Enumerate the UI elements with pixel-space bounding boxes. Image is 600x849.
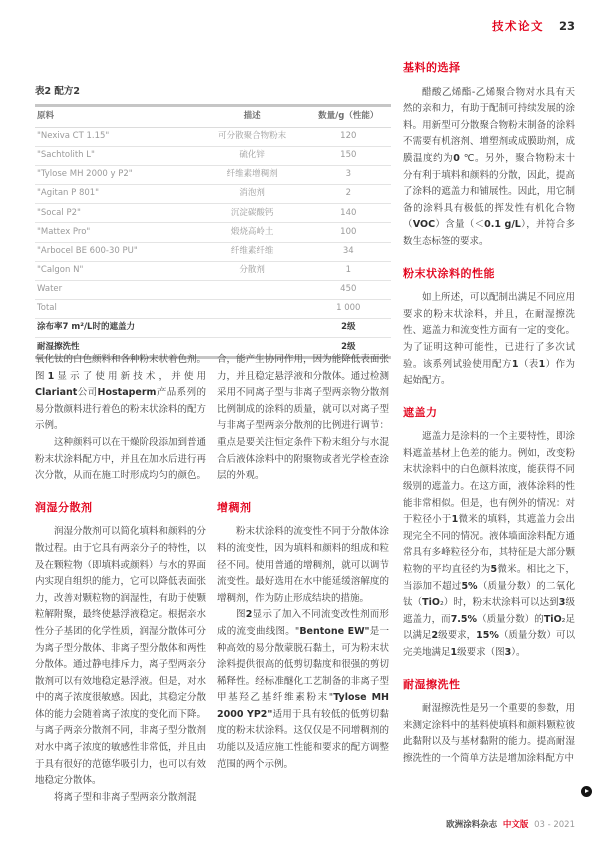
table-cell: 2级 bbox=[341, 341, 356, 352]
table-cell: 140 bbox=[306, 204, 391, 223]
table-cell: 煅烧高岭土 bbox=[199, 223, 306, 242]
table-cell: 涂布率7 m²/L时的遮盖力 bbox=[35, 319, 306, 338]
edition-label: 中文版 bbox=[502, 820, 529, 830]
table-row bbox=[35, 280, 391, 299]
table-cell: 硫化锌 bbox=[199, 146, 306, 165]
page-footer bbox=[446, 818, 575, 830]
table-cell: 3 bbox=[306, 166, 391, 185]
page-header bbox=[492, 18, 575, 34]
journal-name: 欧洲涂料杂志 bbox=[446, 820, 498, 830]
table-cell: 150 bbox=[306, 146, 391, 165]
paragraph: 耐湿擦洗性是另一个重要的参数，用来测定涂料中的基料使填料和颜料颗粒彼此黏附以及与基材黏附的能力。提高耐湿擦洗性的一个简单方法是增加涂料配方中 bbox=[403, 703, 575, 764]
table-cell: 2级 bbox=[306, 319, 391, 338]
table-row bbox=[35, 185, 391, 204]
table-cell: "Calgon N" bbox=[35, 261, 199, 280]
table-cell bbox=[199, 280, 306, 299]
page-number: 23 bbox=[558, 19, 575, 33]
heading-binder-selection: 基料的选择 bbox=[403, 61, 461, 74]
table-row bbox=[35, 127, 391, 146]
table-summary-row bbox=[35, 319, 391, 338]
heading-hiding-power: 遮盖力 bbox=[403, 405, 438, 419]
table-row bbox=[35, 166, 391, 185]
table-cell: "Arbocel BE 600-30 PU" bbox=[35, 242, 199, 261]
heading-powder-performance: 粉末状涂料的性能 bbox=[403, 266, 495, 280]
section-label: 技术论文 bbox=[491, 19, 544, 33]
heading-thickener: 增稠剂 bbox=[217, 500, 252, 514]
table-row bbox=[35, 223, 391, 242]
formula-table bbox=[35, 104, 391, 359]
issue-number: 03 - 2021 bbox=[534, 820, 575, 830]
paragraph: 如上所述，可以配制出满足不同应用要求的粉末状涂料，并且，在耐湿擦洗性、遮盖力和流变性方面有一定的变化。为了证明这种可能性，已进行了多次试验。该系列试验使用配方1（表1）作为起始配方。 bbox=[403, 292, 575, 387]
paragraph: 粉末状涂料的流变性不同于分散体涂料的流变性，因为填料和颜料的组成和粒径不同。使用普通的增稠剂，就可以调节流变性。最好选用在水中能延缓溶解度的增稠剂，作为防止形成结块的措施。 bbox=[217, 526, 389, 604]
formula-table-block bbox=[35, 83, 391, 359]
paragraph: 醋酸乙烯酯-乙烯聚合物对水具有天然的亲和力，有助于配制可持续发展的涂料。用新型可分散聚合物粉末制备的涂料不需要有机溶剂、增塑剂或成膜助剂，成膜温度约为0 ℃。另外，聚合物粉末十分有利于填料和颜料的分散，因此，提高了涂料的遮盖力和铺展性。因此，用它制备的涂料具有极低的挥发性有机化合物（VOC）含量（＜0.1 g/L），并符合多数生态标签的要求。 bbox=[403, 86, 575, 247]
table-row bbox=[35, 146, 391, 165]
table-cell: 纤维素纤维 bbox=[199, 242, 306, 261]
col-header-description: 描述 bbox=[199, 106, 306, 128]
table-cell: 消泡剂 bbox=[199, 185, 306, 204]
table-row bbox=[35, 261, 391, 280]
table-cell: 纤维素增稠剂 bbox=[199, 166, 306, 185]
next-page-arrow-icon bbox=[581, 786, 592, 797]
table-cell: 34 bbox=[306, 242, 391, 261]
table-header bbox=[35, 106, 391, 128]
table-cell: 1 000 bbox=[306, 300, 391, 319]
paragraph: 遮盖力是涂料的一个主要特性，即涂料遮盖基材上色差的能力。例如，改变粉末状涂料中的白色颜料浓度，能获得不同级别的遮盖力。在这方面，液体涂料的性能非常相似。但是，也有例外的情况：对于粒径小于1微米的填料，其遮盖力会出现完全不同的情况。液体墙面涂料配方通常具有多峰粒径分布，其特征是大部分颗粒物的平均直径约为5微米。相比之下，当添加不超过5%（质量分数）的二氧化钛（TiO₂）时，粉末状涂料可以达到3级遮盖力，而7.5%（质量分数）的TiO₂足以满足2级要求，15%（质量分数）可以完美地满足1级要求（图3）。 bbox=[403, 431, 575, 658]
paragraph: 润湿分散剂可以简化填料和颜料的分散过程。由于它具有两亲分子的特性，以及在颗粒物（即填料或颜料）与水的界面内实现自组织的能力，它可以降低表面张力，改善对颗粒物的润湿性，有助于使颗粒解附聚，最终使悬浮液稳定。根据亲水性分子基团的化学性质，润湿分散体可分为离子型分散体、非离子型分散体和两性分散体。通过静电排斥力，离子型两亲分散剂可以有效地稳定悬浮液。但是，对水中的离子浓度很敏感。因此，其稳定分散体的能力会随着离子浓度的变化而下降。与离子两亲分散剂不同，非离子型分散剂对水中离子浓度的敏感性非常低，并且由于具有很好的范德华吸引力，也可以有效地稳定分散体。 bbox=[35, 526, 207, 787]
table-body bbox=[35, 127, 391, 358]
table-cell: 沉淀碳酸钙 bbox=[199, 204, 306, 223]
col-header-quantity: 数量/g（性能） bbox=[306, 106, 391, 128]
table-cell: 2 bbox=[306, 185, 391, 204]
table-cell: "Tylose MH 2000 y P2" bbox=[35, 166, 199, 185]
paragraph: 图2显示了加入不同流变改性剂而形成的流变曲线图。"Bentone EW"是一种高效的易分散蒙脱石黏土，可为粉末状涂料提供很高的低剪切黏度和很强的剪切稀释性。经标准醚化工艺制备的非离子型甲基羟乙基纤维素粉末"Tylose MH 2000 YP2"适用于具有较低的低剪切黏度的粉末状涂料。这仅仅是不同增稠剂的功能以及适应施工性能和要求的配方调整范围的两个示例。 bbox=[217, 609, 390, 770]
table-row bbox=[35, 242, 391, 261]
paragraph: 这种颜料可以在干燥阶段添加到普通粉末状涂料配方中，并且在加水后进行再次分散，从而在施工时形成均匀的颜色。 bbox=[35, 436, 207, 482]
table-cell: "Sachtolith L" bbox=[35, 146, 199, 165]
text-column-left bbox=[35, 352, 206, 806]
table-title: 表2 配方2 bbox=[35, 86, 81, 97]
table-cell: "Agitan P 801" bbox=[35, 185, 199, 204]
table-row bbox=[35, 300, 391, 319]
table-row bbox=[35, 204, 391, 223]
table-cell: 120 bbox=[306, 127, 391, 146]
table-cell: 可分散聚合物粉末 bbox=[199, 127, 306, 146]
table-cell: Total bbox=[35, 300, 199, 319]
text-column-middle bbox=[217, 352, 389, 773]
text-column-right bbox=[403, 60, 575, 768]
heading-wetting-dispersant: 润湿分散剂 bbox=[35, 500, 93, 514]
table-cell: 1 bbox=[306, 261, 391, 280]
paragraph: 合，能产生协同作用，因为能降低表面张力，并且稳定悬浮液和分散体。通过检测采用不同离子型与非离子型两亲物分散剂比例制成的涂料的质量，就可以对离子型与非离子型两亲分散剂的比例进行调节：重点是要关注恒定条件下粉末组分与水混合后液体涂料中的附聚物或者光学检查涂层的外观。 bbox=[217, 354, 389, 482]
table-header-row bbox=[35, 106, 391, 128]
paragraph: 将离子型和非离子型两亲分散剂混 bbox=[54, 791, 197, 803]
table-cell: "Socal P2" bbox=[35, 204, 199, 223]
heading-scrub-resistance: 耐湿擦洗性 bbox=[403, 677, 461, 691]
paragraph: 氧化钛的白色颜料和各种粉末状着色剂。图1显示了使用新技术，并使用Clariant公司Hostaperm产品系列的易分散颜料进行着色的粉末状涂料的配方示例。 bbox=[35, 354, 207, 432]
table-cell: 100 bbox=[306, 223, 391, 242]
col-header-material: 原料 bbox=[35, 106, 199, 128]
table-cell: 450 bbox=[306, 280, 391, 299]
table-cell: "Mattex Pro" bbox=[35, 223, 199, 242]
table-cell: Water bbox=[35, 280, 199, 299]
table-cell: 分散剂 bbox=[199, 261, 306, 280]
table-cell bbox=[199, 300, 306, 319]
table-cell: "Nexiva CT 1.15" bbox=[35, 127, 199, 146]
table-cell: 耐湿擦洗性 bbox=[37, 341, 80, 352]
